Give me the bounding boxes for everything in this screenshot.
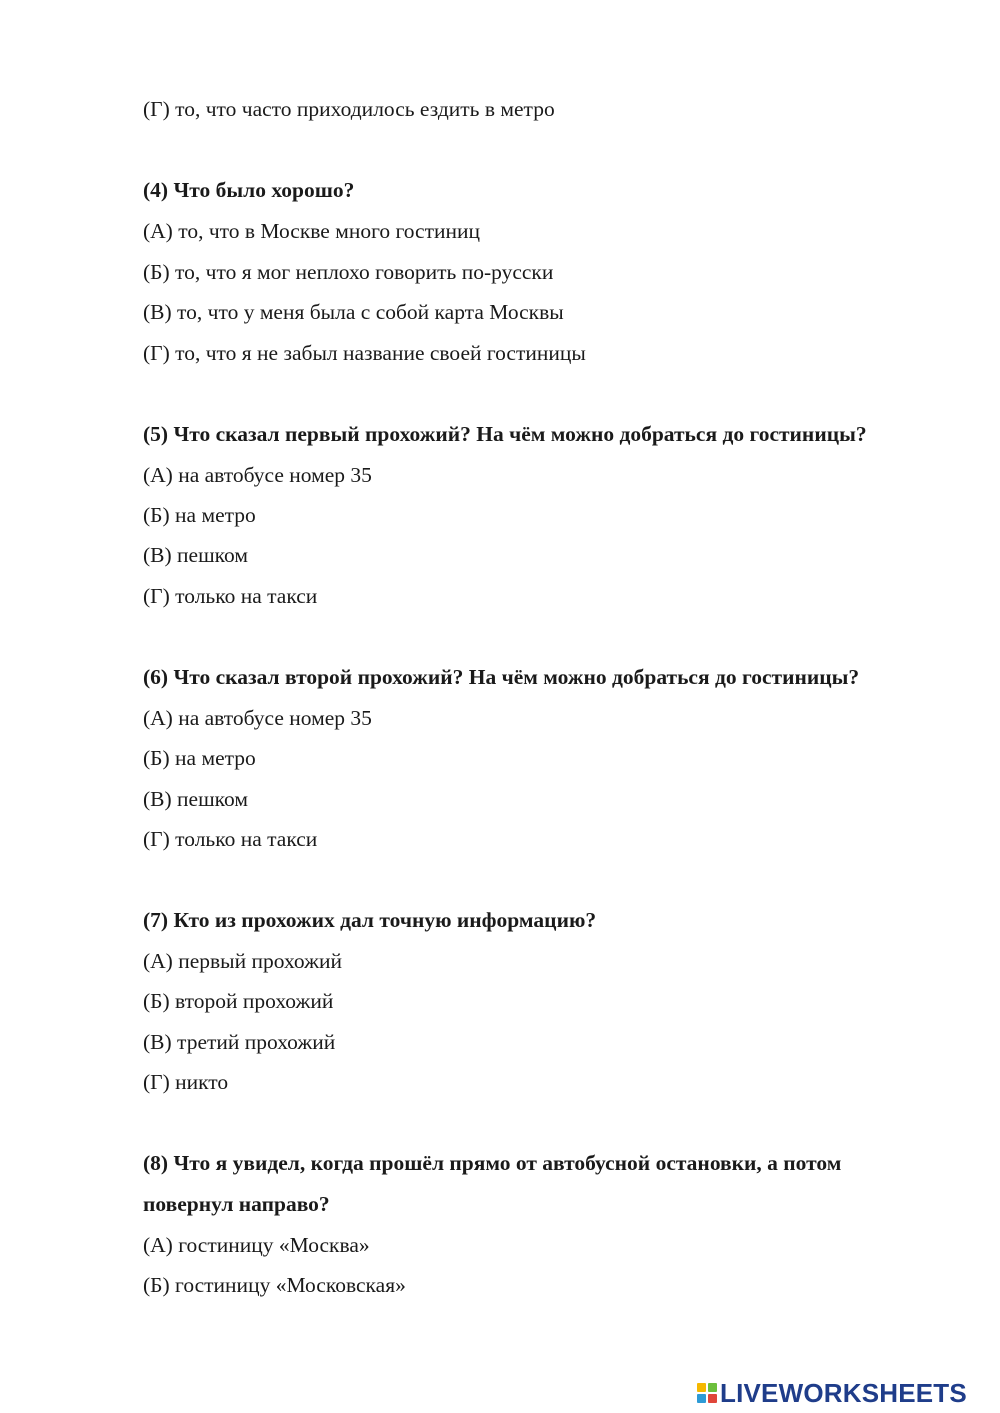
option-7a: (А) первый прохожий — [143, 949, 342, 973]
option-6a: (А) на автобусе номер 35 — [143, 706, 372, 730]
logo-tile — [708, 1383, 717, 1392]
logo-tile — [697, 1394, 706, 1403]
logo-tile — [697, 1383, 706, 1392]
option-7v: (В) третий прохожий — [143, 1030, 336, 1054]
option-8b: (Б) гостиницу «Московская» — [143, 1273, 406, 1297]
question-8-title-line1: (8) Что я увидел, когда прошёл прямо от автобусной остановки, а потом — [143, 1151, 842, 1175]
option-5b: (Б) на метро — [143, 503, 256, 527]
question-8-title-line2: повернул направо? — [143, 1192, 330, 1216]
logo-tile — [708, 1394, 717, 1403]
option-6b: (Б) на метро — [143, 746, 256, 770]
option-5v: (В) пешком — [143, 543, 248, 567]
liveworksheets-logo — [697, 1379, 967, 1407]
option-5g: (Г) только на такси — [143, 584, 318, 608]
option-5a: (А) на автобусе номер 35 — [143, 463, 372, 487]
option-4v: (В) то, что у меня была с собой карта Москвы — [143, 300, 564, 324]
option-4a: (А) то, что в Москве много гостиниц — [143, 219, 481, 243]
option-4g: (Г) то, что я не забыл название своей гостиницы — [143, 341, 586, 365]
option-4b: (Б) то, что я мог неплохо говорить по-русски — [143, 260, 554, 284]
option-8a: (А) гостиницу «Москва» — [143, 1233, 370, 1257]
option-7g: (Г) никто — [143, 1070, 229, 1094]
question-5-title: (5) Что сказал первый прохожий? На чём можно добраться до гостиницы? — [143, 422, 867, 446]
option-6g: (Г) только на такси — [143, 827, 318, 851]
option-7b: (Б) второй прохожий — [143, 989, 334, 1013]
logo-tiles-icon — [697, 1383, 717, 1403]
question-7-title: (7) Кто из прохожих дал точную информацию? — [143, 908, 597, 932]
question-4-title: (4) Что было хорошо? — [143, 178, 355, 202]
question-6-title: (6) Что сказал второй прохожий? На чём можно добраться до гостиницы? — [143, 665, 860, 689]
option-3g: (Г) то, что часто приходилось ездить в метро — [143, 97, 555, 121]
option-6v: (В) пешком — [143, 787, 248, 811]
logo-text: LIVEWORKSHEETS — [720, 1377, 967, 1408]
